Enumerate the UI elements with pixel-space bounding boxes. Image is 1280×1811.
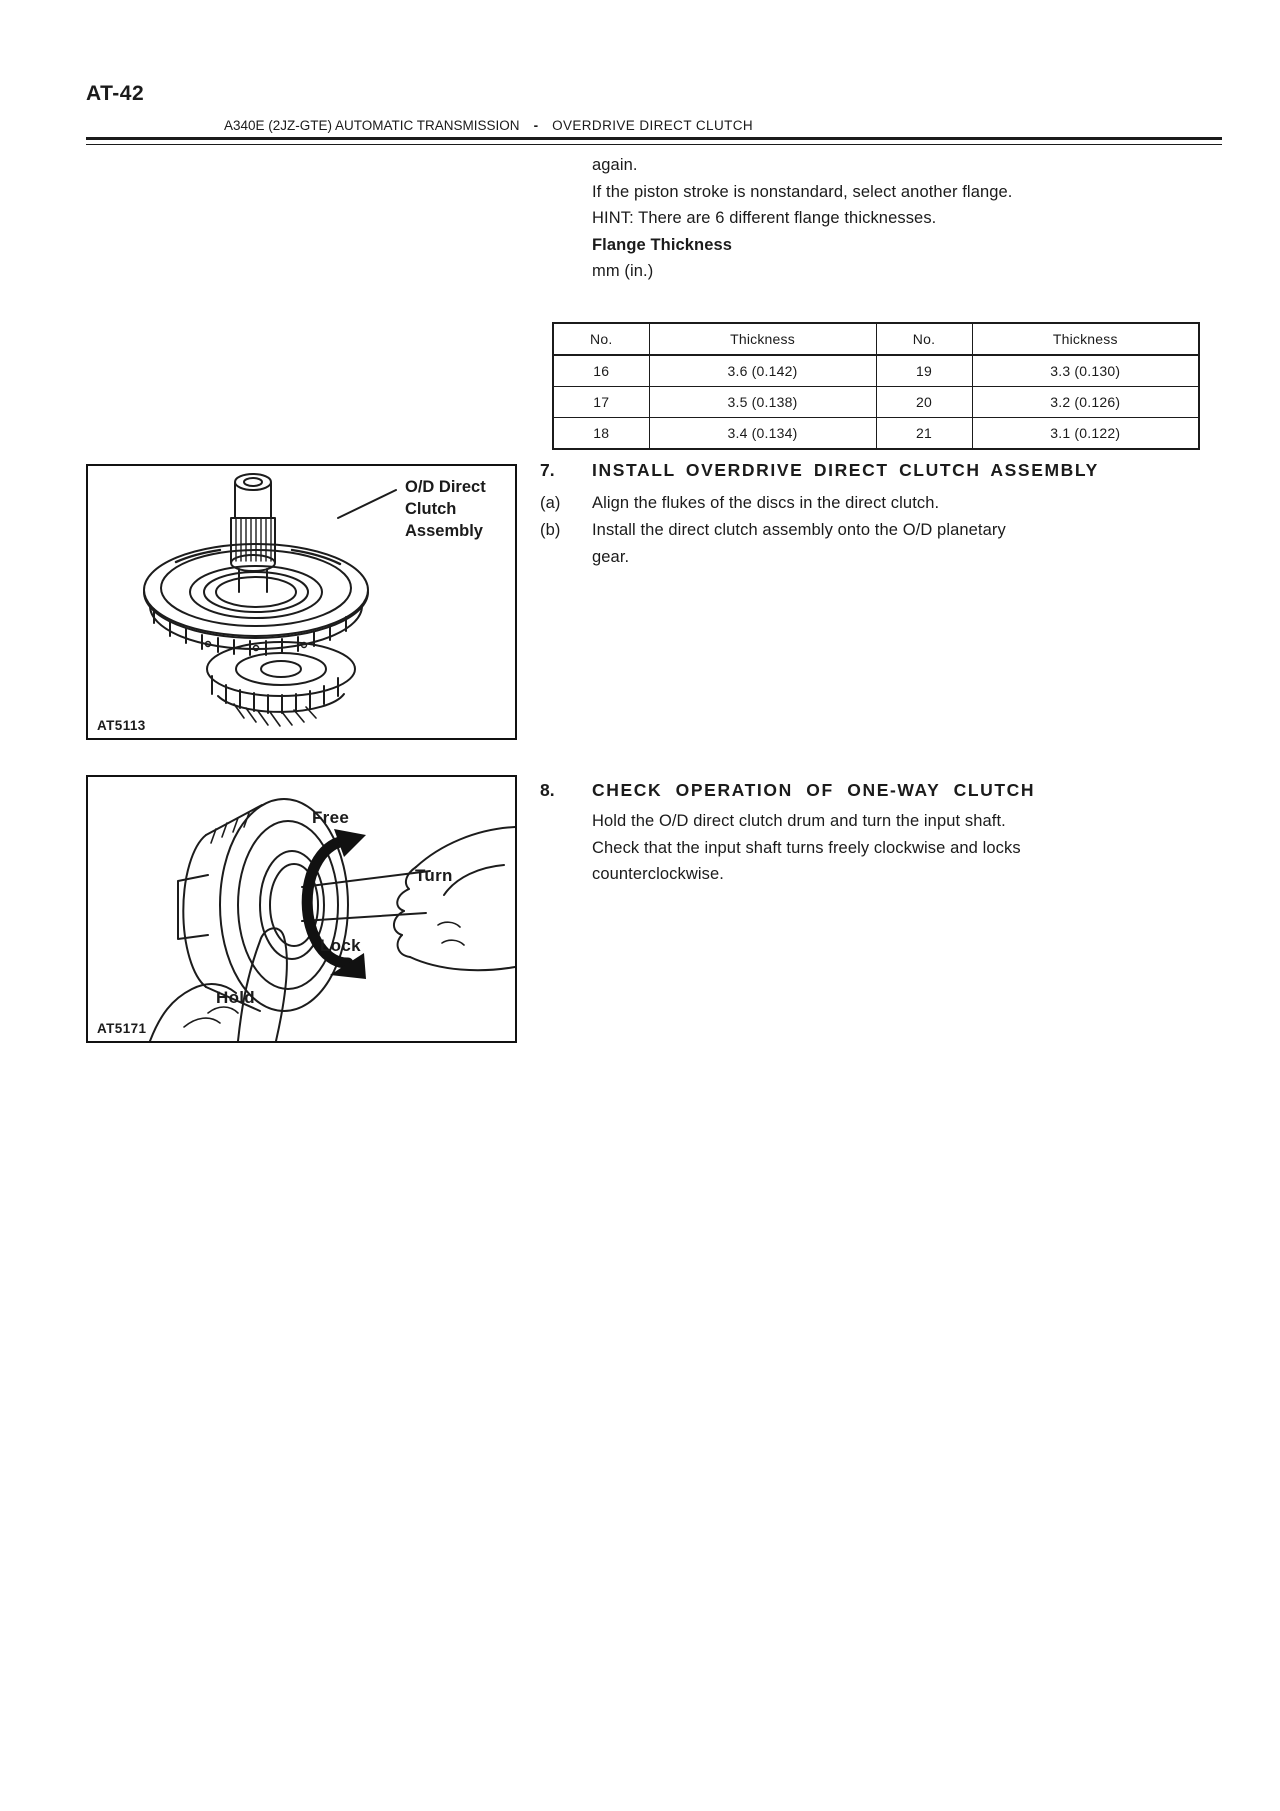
step8-body [592,808,1092,888]
step8-body-line: Hold the O/D direct clutch drum and turn the input shaft. [592,812,1006,830]
figure1-callout [405,476,486,542]
flange-no: 21 [876,418,972,450]
callout-line: Assembly [405,522,483,540]
figure2-label-hold: Hold [216,988,255,1007]
step7-title: INSTALL OVERDRIVE DIRECT CLUTCH ASSEMBLY [592,460,1099,480]
flange-no: 18 [553,418,649,450]
col-header-thickness: Thickness [972,323,1199,355]
figure2-label-lock: Lock [320,936,361,955]
step8-body-line: Check that the input shaft turns freely clockwise and locks [592,838,1021,857]
one-way-clutch-check-illustration [88,777,515,1041]
intro-line: again. [592,156,638,174]
col-header-no: No. [876,323,972,355]
step7-item-b-label: (b) [540,521,561,539]
flange-no: 19 [876,355,972,387]
running-header [224,118,753,133]
step8-title: CHECK OPERATION OF ONE-WAY CLUTCH [592,780,1036,800]
flange-no: 20 [876,387,972,418]
figure2-label-turn: Turn [415,866,453,885]
figure-od-direct-clutch [86,464,517,740]
flange-thickness-subtitle: Flange Thickness [592,235,733,254]
header-rule-thick [86,137,1222,140]
step7-item-a-text: Align the flukes of the discs in the direct clutch. [592,494,940,512]
running-header-section: OVERDRIVE DIRECT CLUTCH [552,118,754,133]
col-header-thickness: Thickness [649,323,876,355]
units-label: mm (in.) [592,262,654,281]
col-header-no: No. [553,323,649,355]
intro-paragraph [592,152,1212,285]
flange-thickness: 3.4 (0.134) [649,418,876,450]
page-number: AT-42 [86,82,145,105]
step7-number: 7. [540,460,555,480]
header-rule-thin [86,144,1222,145]
intro-line: HINT: There are 6 different flange thicknesses. [592,209,937,228]
flange-thickness: 3.1 (0.122) [972,418,1199,450]
step8-number: 8. [540,780,555,800]
flange-thickness: 3.6 (0.142) [649,355,876,387]
step7-item-b-line: gear. [592,547,630,566]
callout-line: Clutch [405,500,457,518]
step7-item-b-line: Install the direct clutch assembly onto the O/D planetary [592,521,1006,539]
flange-thickness: 3.5 (0.138) [649,387,876,418]
table-row [553,387,1199,418]
flange-thickness: 3.2 (0.126) [972,387,1199,418]
running-header-separator: - [533,118,539,133]
flange-no: 17 [553,387,649,418]
table-header-row [553,323,1199,355]
table-row [553,418,1199,450]
flange-thickness: 3.3 (0.130) [972,355,1199,387]
running-header-model: A340E (2JZ-GTE) AUTOMATIC TRANSMISSION [224,118,520,133]
step8-body-line: counterclockwise. [592,865,724,884]
flange-thickness-table [552,322,1200,450]
figure1-code: AT5113 [97,718,146,733]
figure2-label-free: Free [312,808,350,827]
intro-line: If the piston stroke is nonstandard, select another flange. [592,182,1013,201]
callout-line: O/D Direct [405,478,486,496]
figure2-code: AT5171 [97,1021,147,1036]
table-row [553,355,1199,387]
step7-item-a-label: (a) [540,494,561,512]
figure-one-way-clutch-check [86,775,517,1043]
flange-no: 16 [553,355,649,387]
step7-item-b-text [592,517,1006,570]
